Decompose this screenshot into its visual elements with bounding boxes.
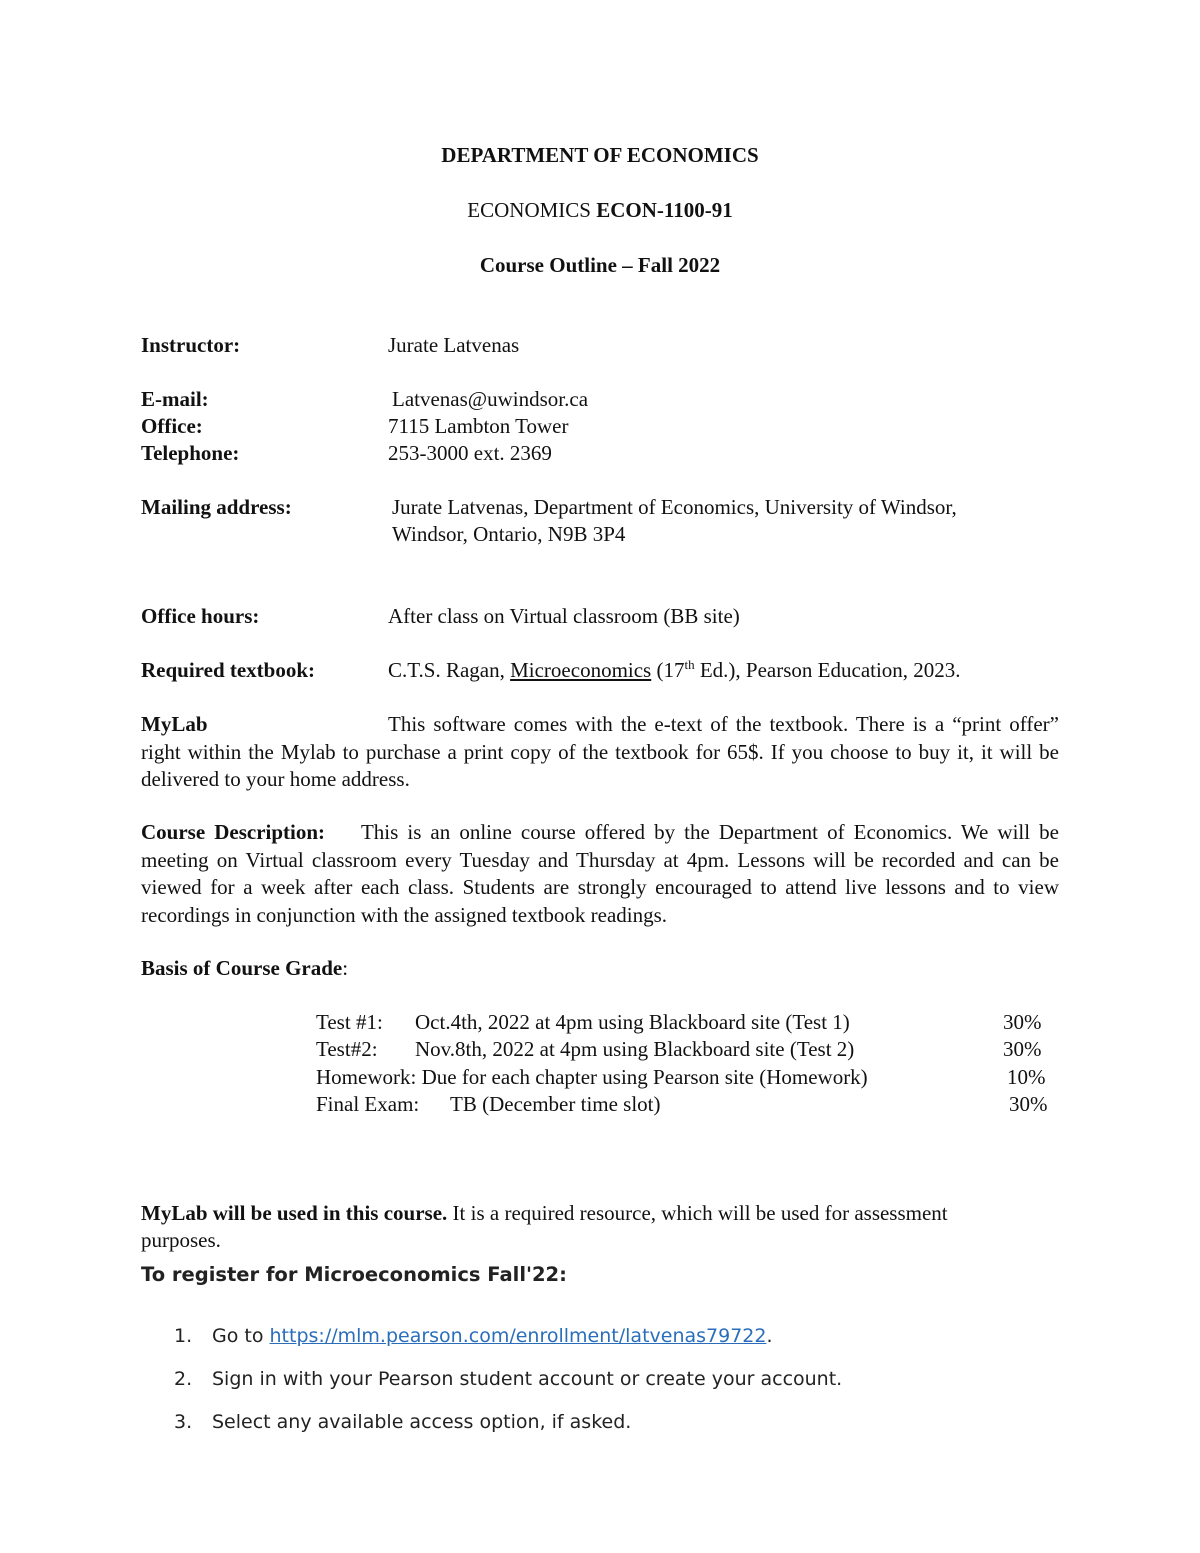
office-hours-value: After class on Virtual classroom (BB site)	[388, 604, 740, 628]
mylab-paragraph: This software comes with the e-text of the textbook. There is a “print offer” right within the Mylab to purchase a print copy of the textbook for 65$. If you choose to buy it, it will be delivered to your home address.	[141, 712, 1059, 791]
mailing-line-1: Jurate Latvenas, Department of Economics, University of Windsor,	[392, 495, 957, 519]
step-number: 1.	[174, 1325, 193, 1347]
office-value: 7115 Lambton Tower	[388, 414, 569, 438]
description-text: This is an online course offered by the Department of Economics. We will be meeting on Virtual classroom every Tuesday and Thursday at 4pm. Lessons will be recorded and can be viewed for a week after each class. Students are strongly encouraged to attend live lessons and to view recordings in conjunction with the assigned textbook readings.	[141, 820, 1059, 927]
course-description	[141, 819, 1059, 929]
register-step	[174, 1366, 842, 1392]
telephone-value: 253-3000 ext. 2369	[388, 441, 552, 465]
office-hours-label: Office hours:	[141, 604, 260, 628]
grade-item-weight: 30%	[1003, 1037, 1042, 1061]
mylab-label: MyLab	[141, 712, 208, 736]
step-number: 2.	[174, 1368, 193, 1390]
grade-row	[316, 1008, 850, 1036]
grade-item-weight: 30%	[1003, 1010, 1042, 1034]
textbook-author: C.T.S. Ragan,	[388, 658, 505, 682]
grade-label: Basis of Course Grade	[141, 956, 343, 980]
mylab-usage-bold: MyLab will be used in this course.	[141, 1201, 448, 1225]
department-title: DEPARTMENT OF ECONOMICS	[441, 143, 759, 167]
register-step	[174, 1323, 773, 1349]
textbook-value	[388, 657, 961, 684]
telephone-label: Telephone:	[141, 441, 240, 465]
grade-row	[316, 1090, 661, 1118]
description-label: Course Description:	[141, 820, 326, 844]
textbook-edition-sup: th	[684, 657, 695, 672]
step-text: Select any available access option, if asked.	[212, 1411, 632, 1433]
step-number: 3.	[174, 1411, 193, 1433]
step-punct: .	[766, 1325, 773, 1347]
step-text: Sign in with your Pearson student account or create your account.	[212, 1368, 843, 1390]
email-label: E-mail:	[141, 387, 209, 411]
grade-item-name: Final Exam:	[316, 1092, 420, 1116]
course-prefix: ECONOMICS	[467, 198, 591, 222]
step-text: Go to	[212, 1325, 264, 1347]
grade-item-detail: Due for each chapter using Pearson site (Homework)	[421, 1065, 868, 1089]
course-code: ECON-1100-91	[596, 198, 733, 222]
grade-item-name: Test#2:	[316, 1037, 378, 1061]
grade-item-name: Homework:	[316, 1065, 417, 1089]
textbook-title: Microeconomics	[510, 658, 652, 682]
textbook-edition: (17	[656, 658, 685, 682]
outline-title: Course Outline – Fall 2022	[479, 253, 721, 277]
grade-item-name: Test #1:	[316, 1010, 383, 1034]
grade-colon: :	[342, 956, 349, 980]
grade-item-detail: Oct.4th, 2022 at 4pm using Blackboard site (Test 1)	[415, 1010, 850, 1034]
instructor-value: Jurate Latvenas	[388, 333, 520, 357]
mailing-line-2: Windsor, Ontario, N9B 3P4	[392, 522, 626, 546]
grade-heading	[141, 955, 348, 982]
enrollment-link[interactable]: https://mlm.pearson.com/enrollment/latvenas79722	[269, 1325, 767, 1347]
grade-item-weight: 10%	[1007, 1065, 1046, 1089]
grade-item-detail: Nov.8th, 2022 at 4pm using Blackboard site (Test 2)	[415, 1037, 855, 1061]
textbook-publisher: Ed.), Pearson Education, 2023.	[699, 658, 961, 682]
grade-row	[316, 1035, 854, 1063]
grade-item-weight: 30%	[1009, 1092, 1048, 1116]
register-heading: To register for Microeconomics Fall'22:	[141, 1263, 567, 1286]
mailing-label: Mailing address:	[141, 495, 292, 519]
email-value: Latvenas@uwindsor.ca	[392, 387, 589, 411]
register-step	[174, 1409, 631, 1435]
course-code-line	[0, 197, 1200, 224]
grade-item-detail: TB (December time slot)	[450, 1092, 661, 1116]
grade-row	[316, 1063, 868, 1091]
mylab-usage-line-1	[141, 1200, 948, 1227]
office-label: Office:	[141, 414, 203, 438]
mylab-usage-text: It is a required resource, which will be used for assessment	[452, 1201, 948, 1225]
textbook-label: Required textbook:	[141, 658, 316, 682]
instructor-label: Instructor:	[141, 333, 241, 357]
mylab-usage-line-2: purposes.	[141, 1228, 221, 1252]
